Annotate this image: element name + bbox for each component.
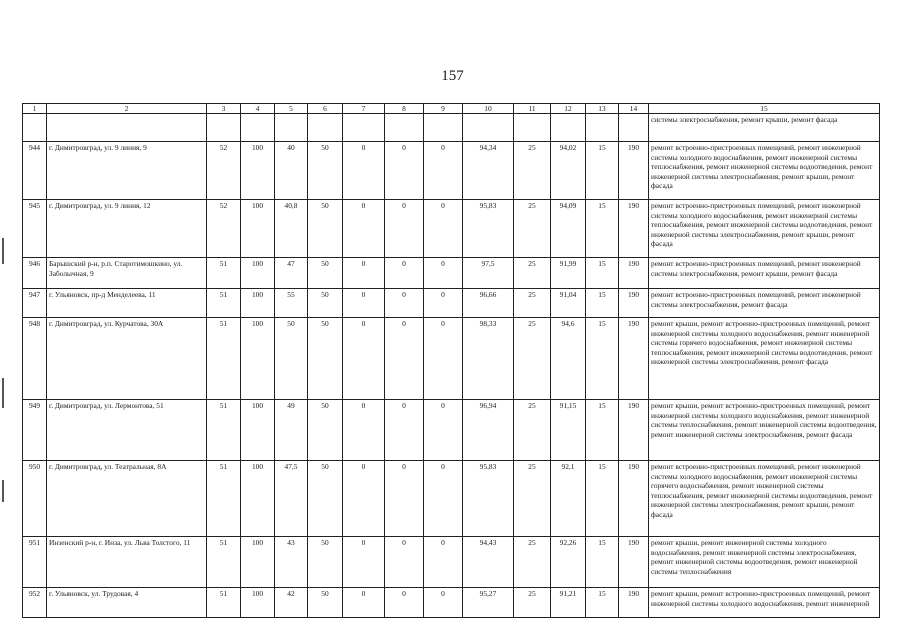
value-cell-4: 100	[241, 258, 275, 289]
value-cell-7: 0	[343, 400, 385, 461]
value-cell-12: 92,26	[551, 537, 586, 588]
value-cell-4: 100	[241, 289, 275, 318]
column-header-3: 3	[207, 104, 241, 114]
value-cell-14: 190	[619, 258, 649, 289]
value-cell-10: 94,43	[463, 537, 514, 588]
value-cell-3: 51	[207, 318, 241, 400]
value-cell-13: 15	[586, 142, 619, 200]
value-cell-3: 52	[207, 142, 241, 200]
scan-edge-mark	[2, 238, 4, 264]
value-cell-7: 0	[343, 142, 385, 200]
table-row	[23, 400, 880, 461]
value-cell-10: 95,27	[463, 588, 514, 618]
value-cell-14: 190	[619, 289, 649, 318]
value-cell-5: 40	[275, 142, 308, 200]
column-header-9: 9	[424, 104, 463, 114]
address-cell: Инзенский р-н, г. Инза, ул. Льва Толстого, 11	[47, 537, 207, 588]
value-cell-6: 50	[308, 400, 343, 461]
table-row	[23, 318, 880, 400]
works-cell: ремонт крыши, ремонт встроенно-пристроенных помещений, ремонт инженерной системы холодного водоснабжения, ремонт инженерной	[649, 588, 880, 618]
works-cell: ремонт встроенно-пристроенных помещений, ремонт инженерной системы электроснабжения, ремонт фасада	[649, 289, 880, 318]
address-cell: г. Димитровград, ул. Театральная, 8А	[47, 461, 207, 537]
value-cell-14: 190	[619, 588, 649, 618]
works-cell: ремонт крыши, ремонт инженерной системы холодного водоснабжения, ремонт инженерной системы электроснабжения, ремонт инженерной системы водоотведения, ремонт инженерной системы теплоснабжения	[649, 537, 880, 588]
value-cell-12: 94,09	[551, 200, 586, 258]
value-cell-14: 190	[619, 400, 649, 461]
column-header-10: 10	[463, 104, 514, 114]
value-cell-6: 50	[308, 588, 343, 618]
value-cell-3: 51	[207, 400, 241, 461]
value-cell-8: 0	[385, 142, 424, 200]
value-cell-11: 25	[514, 588, 551, 618]
value-cell-11: 25	[514, 289, 551, 318]
address-cell: г. Димитровград, ул. Курчатова, 30А	[47, 318, 207, 400]
column-header-5: 5	[275, 104, 308, 114]
continuation-row	[23, 114, 880, 142]
value-cell-9: 0	[424, 588, 463, 618]
value-cell-7: 0	[343, 200, 385, 258]
value-cell-7: 0	[343, 588, 385, 618]
value-cell-12: 91,04	[551, 289, 586, 318]
row-number-cell: 949	[23, 400, 47, 461]
address-cell: г. Ульяновск, ул. Трудовая, 4	[47, 588, 207, 618]
table-row	[23, 142, 880, 200]
column-header-14: 14	[619, 104, 649, 114]
value-cell-7: 0	[343, 461, 385, 537]
value-cell-9: 0	[424, 537, 463, 588]
column-header-11: 11	[514, 104, 551, 114]
value-cell-6: 50	[308, 318, 343, 400]
value-cell-4: 100	[241, 537, 275, 588]
value-cell-4: 100	[241, 200, 275, 258]
value-cell-7: 0	[343, 289, 385, 318]
table-row	[23, 537, 880, 588]
value-cell-12: 91,99	[551, 258, 586, 289]
value-cell-10: 98,33	[463, 318, 514, 400]
works-cell: ремонт встроенно-пристроенных помещений, ремонт инженерной системы холодного водоснабжения, ремонт инженерной системы теплоснабжения, ремонт инженерной системы водоотведения, ремонт инженерной системы электроснабжения, ремонт крыши, ремонт фасада	[649, 142, 880, 200]
value-cell-14: 190	[619, 537, 649, 588]
value-cell-9: 0	[424, 142, 463, 200]
address-cell: г. Димитровград, ул. 9 линия, 12	[47, 200, 207, 258]
value-cell-4: 100	[241, 400, 275, 461]
value-cell-5: 50	[275, 318, 308, 400]
value-cell-10: 96,94	[463, 400, 514, 461]
value-cell-3: 51	[207, 258, 241, 289]
scan-edge-mark	[2, 480, 4, 502]
value-cell-14: 190	[619, 318, 649, 400]
column-header-4: 4	[241, 104, 275, 114]
continuation-works: системы электроснабжения, ремонт крыши, ремонт фасада	[649, 114, 880, 142]
value-cell-13: 15	[586, 289, 619, 318]
value-cell-9: 0	[424, 258, 463, 289]
value-cell-8: 0	[385, 537, 424, 588]
value-cell-12: 91,21	[551, 588, 586, 618]
column-header-6: 6	[308, 104, 343, 114]
value-cell-8: 0	[385, 289, 424, 318]
works-cell: ремонт крыши, ремонт встроенно-пристроенных помещений, ремонт инженерной системы холодного водоснабжения, ремонт инженерной системы горячего водоснабжения, ремонт инженерной системы теплоснабжения, ремонт инженерной системы водоотведения, ремонт инженерной системы электроснабжения, ремонт фасада	[649, 318, 880, 400]
value-cell-10: 95,83	[463, 461, 514, 537]
column-header-8: 8	[385, 104, 424, 114]
table-row	[23, 289, 880, 318]
value-cell-10: 96,66	[463, 289, 514, 318]
column-header-2: 2	[47, 104, 207, 114]
value-cell-8: 0	[385, 200, 424, 258]
column-header-1: 1	[23, 104, 47, 114]
column-header-13: 13	[586, 104, 619, 114]
value-cell-7: 0	[343, 318, 385, 400]
value-cell-10: 95,83	[463, 200, 514, 258]
row-number-cell: 944	[23, 142, 47, 200]
value-cell-6: 50	[308, 461, 343, 537]
address-cell: г. Димитровград, ул. Лермонтова, 51	[47, 400, 207, 461]
value-cell-5: 47,5	[275, 461, 308, 537]
value-cell-11: 25	[514, 461, 551, 537]
address-cell: г. Ульяновск, пр-д Менделеева, 11	[47, 289, 207, 318]
value-cell-13: 15	[586, 461, 619, 537]
page-number: 157	[441, 68, 464, 84]
works-cell: ремонт встроенно-пристроенных помещений, ремонт инженерной системы холодного водоснабжения, ремонт инженерной системы теплоснабжения, ремонт инженерной системы водоотведения, ремонт инженерной системы электроснабжения, ремонт крыши, ремонт фасада	[649, 200, 880, 258]
scan-edge-mark	[2, 378, 4, 408]
value-cell-5: 43	[275, 537, 308, 588]
address-cell: Барышский р-н, р.п. Старотимошкино, ул. Заболычная, 9	[47, 258, 207, 289]
value-cell-7: 0	[343, 537, 385, 588]
value-cell-9: 0	[424, 318, 463, 400]
value-cell-4: 100	[241, 588, 275, 618]
value-cell-6: 50	[308, 258, 343, 289]
value-cell-7: 0	[343, 258, 385, 289]
value-cell-13: 15	[586, 537, 619, 588]
value-cell-3: 51	[207, 588, 241, 618]
value-cell-5: 47	[275, 258, 308, 289]
row-number-cell: 952	[23, 588, 47, 618]
value-cell-9: 0	[424, 461, 463, 537]
value-cell-11: 25	[514, 537, 551, 588]
value-cell-5: 40,8	[275, 200, 308, 258]
value-cell-14: 190	[619, 142, 649, 200]
row-number-cell: 951	[23, 537, 47, 588]
row-number-cell: 950	[23, 461, 47, 537]
value-cell-13: 15	[586, 588, 619, 618]
table-row	[23, 258, 880, 289]
value-cell-4: 100	[241, 461, 275, 537]
value-cell-9: 0	[424, 289, 463, 318]
value-cell-11: 25	[514, 400, 551, 461]
row-number-cell: 946	[23, 258, 47, 289]
value-cell-5: 49	[275, 400, 308, 461]
row-number-cell: 947	[23, 289, 47, 318]
value-cell-11: 25	[514, 258, 551, 289]
value-cell-8: 0	[385, 588, 424, 618]
value-cell-6: 50	[308, 200, 343, 258]
value-cell-14: 190	[619, 461, 649, 537]
value-cell-12: 94,6	[551, 318, 586, 400]
value-cell-6: 50	[308, 289, 343, 318]
table-row	[23, 461, 880, 537]
column-number-header	[23, 104, 880, 114]
value-cell-8: 0	[385, 400, 424, 461]
value-cell-13: 15	[586, 400, 619, 461]
table-row	[23, 200, 880, 258]
value-cell-12: 91,15	[551, 400, 586, 461]
address-cell: г. Димитровград, ул. 9 линия, 9	[47, 142, 207, 200]
column-header-7: 7	[343, 104, 385, 114]
value-cell-4: 100	[241, 318, 275, 400]
value-cell-12: 92,1	[551, 461, 586, 537]
value-cell-5: 42	[275, 588, 308, 618]
value-cell-6: 50	[308, 142, 343, 200]
capital-repair-table	[22, 103, 880, 618]
value-cell-8: 0	[385, 318, 424, 400]
value-cell-11: 25	[514, 200, 551, 258]
value-cell-3: 51	[207, 289, 241, 318]
value-cell-14: 190	[619, 200, 649, 258]
value-cell-8: 0	[385, 258, 424, 289]
value-cell-4: 100	[241, 142, 275, 200]
value-cell-8: 0	[385, 461, 424, 537]
row-number-cell: 945	[23, 200, 47, 258]
table-row	[23, 588, 880, 618]
value-cell-13: 15	[586, 258, 619, 289]
value-cell-13: 15	[586, 318, 619, 400]
value-cell-3: 52	[207, 200, 241, 258]
value-cell-13: 15	[586, 200, 619, 258]
value-cell-11: 25	[514, 318, 551, 400]
row-number-cell: 948	[23, 318, 47, 400]
works-cell: ремонт встроенно-пристроенных помещений, ремонт инженерной системы холодного водоснабжения, ремонт инженерной системы горячего водоснабжения, ремонт инженерной системы теплоснабжения, ремонт инженерной системы водоотведения, ремонт инженерной системы электроснабжения, ремонт крыши, ремонт фасада	[649, 461, 880, 537]
value-cell-10: 97,5	[463, 258, 514, 289]
value-cell-6: 50	[308, 537, 343, 588]
value-cell-10: 94,34	[463, 142, 514, 200]
value-cell-9: 0	[424, 200, 463, 258]
value-cell-11: 25	[514, 142, 551, 200]
value-cell-5: 55	[275, 289, 308, 318]
value-cell-3: 51	[207, 461, 241, 537]
column-header-15: 15	[649, 104, 880, 114]
works-cell: ремонт встроенно-пристроенных помещений, ремонт инженерной системы электроснабжения, ремонт крыши, ремонт фасада	[649, 258, 880, 289]
works-cell: ремонт крыши, ремонт встроенно-пристроенных помещений, ремонт инженерной системы холодного водоснабжения, ремонт инженерной системы теплоснабжения, ремонт инженерной системы водоотведения, ремонт инженерной системы электроснабжения, ремонт фасада	[649, 400, 880, 461]
value-cell-3: 51	[207, 537, 241, 588]
value-cell-9: 0	[424, 400, 463, 461]
value-cell-12: 94,02	[551, 142, 586, 200]
column-header-12: 12	[551, 104, 586, 114]
